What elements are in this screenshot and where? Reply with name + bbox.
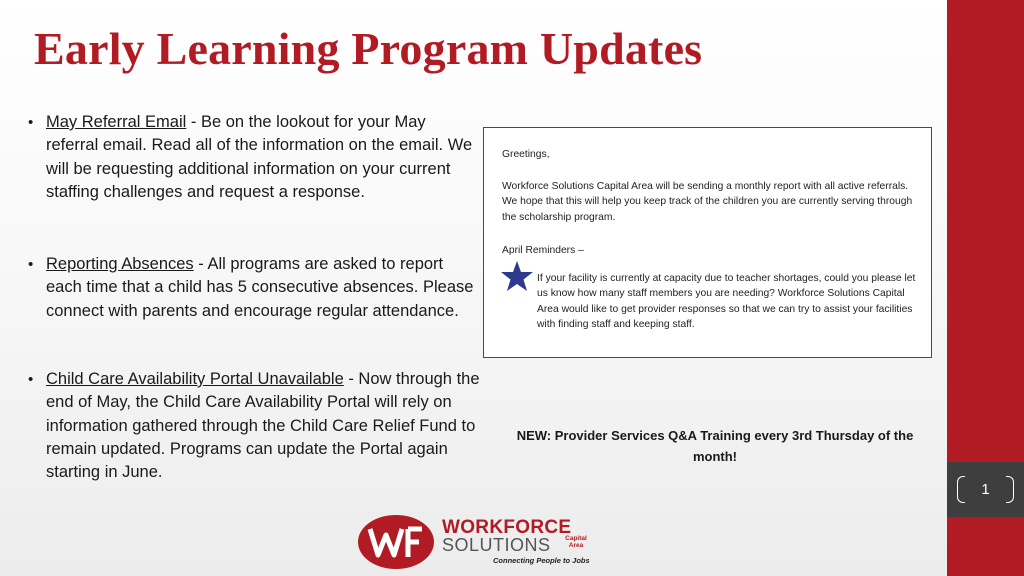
email-paragraph: If your facility is currently at capacity due to teacher shortages, could you please let us know how many staff members you are needing? Workforce Solutions Capital Area would like to get provider responses so that we can try to assist your facilities with finding staff and keeping staff. [537, 273, 916, 331]
email-reminders-heading: April Reminders – [502, 245, 584, 256]
slide-title: Early Learning Program Updates [34, 23, 703, 74]
logo-mark-icon [356, 513, 436, 571]
logo-area: Area [568, 542, 584, 549]
bullet-dot: • [28, 371, 34, 388]
workforce-solutions-logo [356, 511, 601, 573]
bullet-text: - Be on the lookout for your May referral email. Read all of the information on the email. We will be requesting additional information on your current staffing challenges and request a response. [46, 113, 473, 201]
email-paragraph: Workforce Solutions Capital Area will be sending a monthly report with all active referrals. We hope that this will help you keep track of the children you are currently serving through the scholarship program. [502, 181, 913, 223]
email-greeting: Greetings, [502, 149, 550, 160]
bullet-item [26, 368, 481, 484]
right-bracket [1006, 476, 1014, 503]
bullet-heading: Reporting Absences [46, 255, 194, 273]
bullet-item [26, 253, 481, 323]
bullet-text: - All programs are asked to report each time that a child has 5 consecutive absences. Please connect with parents and encourage regular attendance. [46, 255, 474, 320]
bullet-heading: Child Care Availability Portal Unavailable [46, 370, 344, 388]
bullet-text: - Now through the end of May, the Child Care Availability Portal will rely on information gathered through the Child Care Relief Fund to remain updated. Programs can update the Portal again starting in June. [46, 370, 480, 482]
bullet-item [26, 111, 481, 204]
page-number-box [947, 462, 1024, 517]
bullet-dot: • [28, 114, 34, 131]
bullet-dot: • [28, 256, 34, 273]
logo-text-workforce: WORKFORCE [442, 517, 572, 538]
email-excerpt [483, 127, 932, 358]
logo-capital-area [561, 535, 591, 549]
page-number: 1 [981, 481, 990, 498]
bullet-heading: May Referral Email [46, 113, 187, 131]
star-icon [500, 260, 534, 292]
logo-capital: Capital [565, 535, 587, 542]
logo-tagline: Connecting People to Jobs [493, 556, 590, 565]
training-announcement: NEW: Provider Services Q&A Training every 3rd Thursday of the month! [516, 428, 914, 464]
logo-text-solutions: SOLUTIONS [442, 535, 551, 555]
